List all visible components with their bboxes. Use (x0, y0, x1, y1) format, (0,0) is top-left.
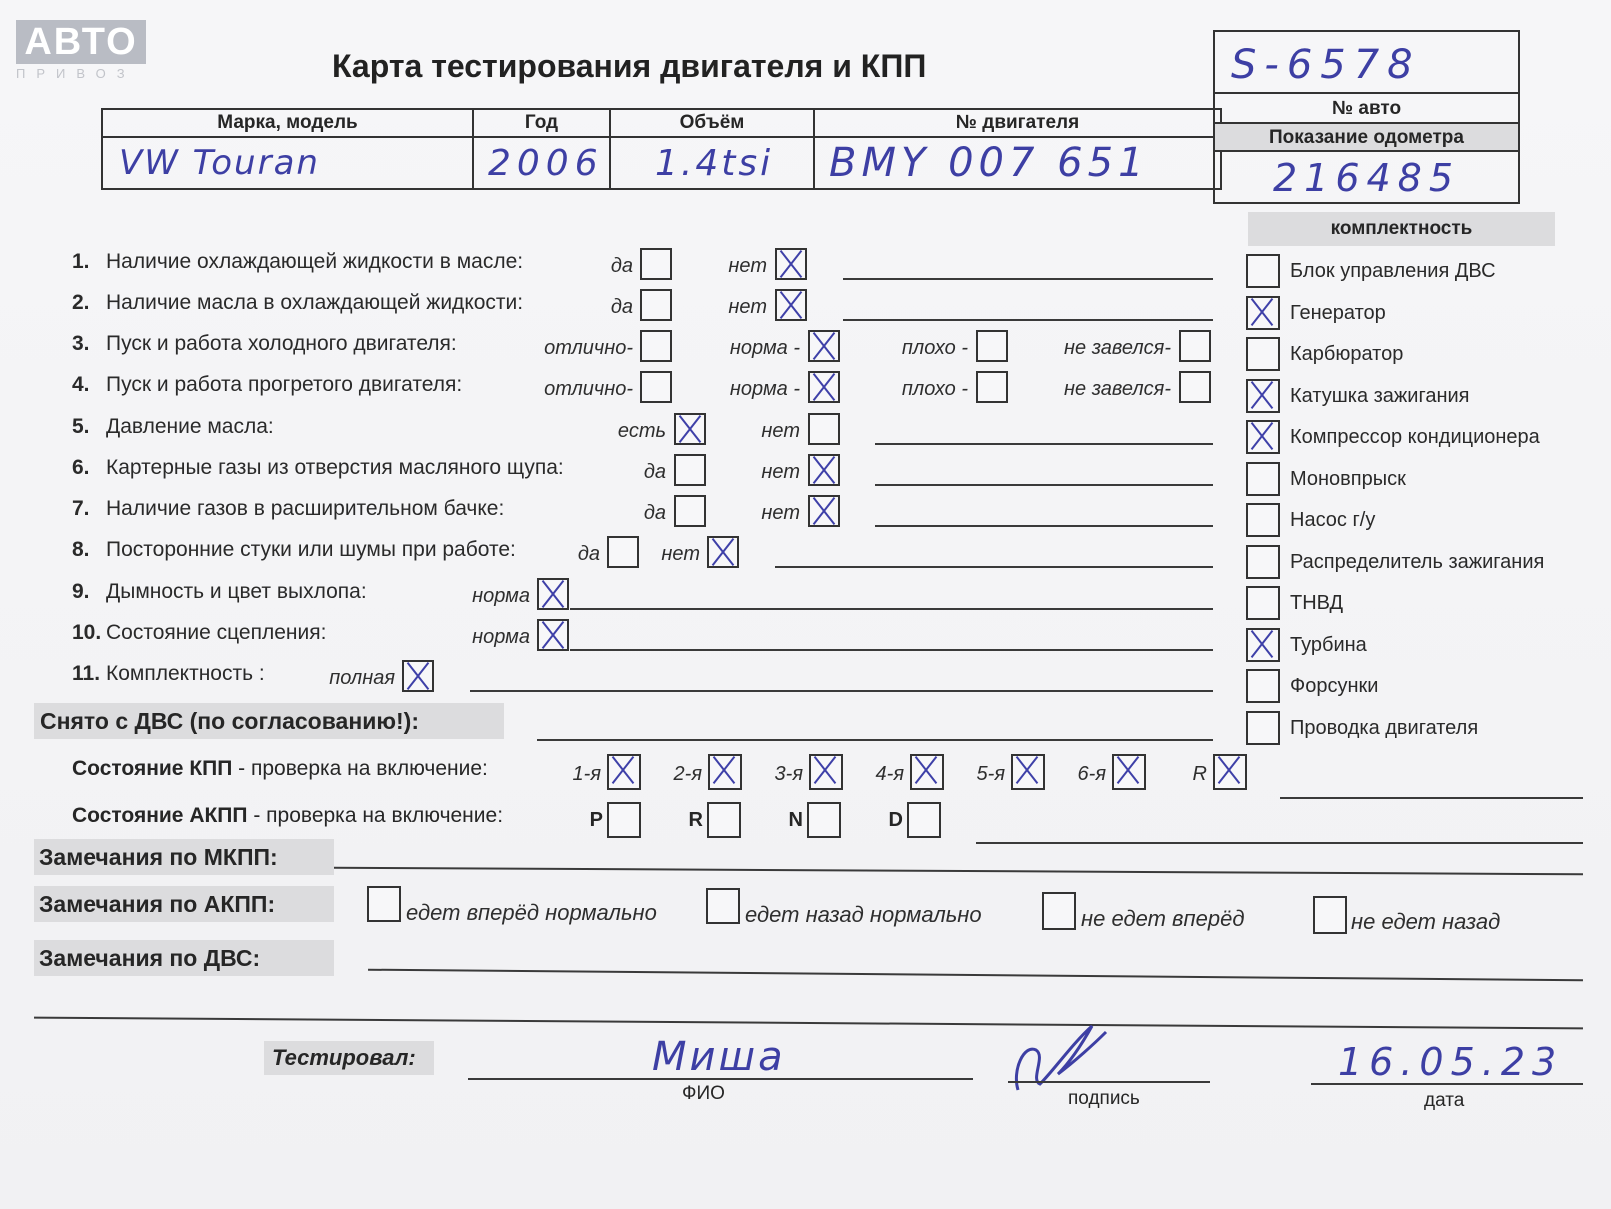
item-text: Наличие охлаждающей жидкости в масле: (106, 250, 524, 273)
date-line[interactable] (1311, 1083, 1583, 1085)
fio-line[interactable] (468, 1078, 973, 1080)
item2-no-label: нет (728, 296, 767, 318)
item4-normal-label: норма - (729, 378, 800, 400)
item11-line[interactable] (470, 690, 1213, 692)
akpp-gear-label: P (589, 809, 603, 831)
kpp-gear-checkbox[interactable] (1112, 754, 1146, 790)
removed-line[interactable] (537, 739, 1213, 741)
item8-line[interactable] (775, 566, 1213, 568)
logo-subtitle: ПРИВОЗ (16, 66, 136, 81)
komplekt-checkbox[interactable] (1246, 296, 1280, 330)
fwd-ok-label: едет вперёд нормально (406, 900, 657, 925)
item-number: 6. (72, 456, 90, 479)
item3-normal-checkbox[interactable] (808, 330, 840, 362)
item-number: 7. (72, 497, 90, 520)
item4-excellent-label: отлично- (544, 378, 633, 400)
engine-number-value: BMY 007 651 (829, 140, 1149, 186)
item-text: Комплектность : (106, 662, 265, 685)
item6-yes-checkbox[interactable] (674, 454, 706, 486)
komplekt-checkbox[interactable] (1246, 586, 1280, 620)
item6-line[interactable] (875, 484, 1213, 486)
item10-norm-label: норма (472, 626, 530, 648)
signature-line[interactable] (1008, 1081, 1210, 1083)
item1-line[interactable] (843, 278, 1213, 280)
item3-nostart-label: не завелся- (1064, 337, 1171, 359)
item7-no-label: нет (761, 502, 800, 524)
date-label: дата (1424, 1090, 1465, 1111)
kpp-gear-label: 4-я (875, 763, 904, 785)
odometer-cell[interactable] (1215, 150, 1518, 204)
check-item (72, 415, 274, 439)
item3-excellent-label: отлично- (544, 337, 633, 359)
item7-yes-checkbox[interactable] (674, 495, 706, 527)
check-item (72, 373, 462, 397)
item1-yes-checkbox[interactable] (640, 248, 672, 280)
item5-present-checkbox[interactable] (674, 413, 706, 445)
year-cell[interactable] (473, 137, 610, 189)
item9-norm-checkbox[interactable] (537, 578, 569, 610)
item4-bad-label: плохо - (901, 378, 968, 400)
akpp-subtitle: - проверка на включение: (247, 804, 504, 827)
item-text: Дымность и цвет выхлопа: (106, 580, 367, 603)
fwd-ok-checkbox[interactable] (367, 886, 401, 922)
check-item (72, 538, 516, 562)
kpp-gear-checkbox[interactable] (1213, 754, 1247, 790)
notes-dvs-line-2[interactable] (34, 1017, 1583, 1030)
header-model: Марка, модель (102, 109, 473, 137)
signature-mark (1010, 1010, 1120, 1100)
akpp-gear-label: D (888, 809, 903, 831)
item8-no-checkbox[interactable] (707, 536, 739, 568)
komplekt-checkbox[interactable] (1246, 462, 1280, 496)
no-fwd-checkbox[interactable] (1042, 892, 1076, 930)
notes-dvs-label: Замечания по ДВС: (34, 940, 334, 976)
item6-no-label: нет (761, 461, 800, 483)
akpp-gear-checkbox[interactable] (707, 802, 741, 838)
item3-bad-label: плохо - (901, 337, 968, 359)
item3-bad-checkbox[interactable] (976, 330, 1008, 362)
kpp-gear-checkbox[interactable] (809, 754, 843, 790)
card-title: Карта тестирования двигателя и КПП (332, 48, 927, 84)
auto-number-box (1213, 30, 1520, 204)
odometer-value: 216485 (1272, 156, 1461, 200)
item-text: Пуск и работа прогретого двигателя: (106, 373, 463, 396)
item4-nostart-checkbox[interactable] (1179, 371, 1211, 403)
kpp-label (72, 757, 488, 781)
kpp-gear-label: 5-я (976, 763, 1005, 785)
komplekt-item-label: Проводка двигателя (1290, 716, 1479, 739)
engine-cell[interactable] (814, 137, 1221, 189)
kpp-gear-label: 6-я (1077, 763, 1106, 785)
item-number: 2. (72, 291, 90, 314)
item7-no-checkbox[interactable] (808, 495, 840, 527)
signature-label: подпись (1068, 1088, 1140, 1109)
tested-label: Тестировал: (264, 1041, 434, 1075)
notes-mkpp-label: Замечания по МКПП: (34, 839, 334, 875)
komplekt-checkbox[interactable] (1246, 254, 1280, 288)
check-item (72, 497, 504, 521)
item1-no-checkbox[interactable] (775, 248, 807, 280)
item-number: 11. (72, 662, 101, 685)
akpp-label (72, 804, 503, 828)
check-item (72, 332, 457, 356)
komplekt-checkbox[interactable] (1246, 628, 1280, 662)
item11-full-label: полная (329, 667, 395, 689)
kpp-gear-checkbox[interactable] (910, 754, 944, 790)
item10-norm-checkbox[interactable] (537, 619, 569, 651)
item5-present-label: есть (617, 420, 666, 442)
item9-line[interactable] (570, 608, 1213, 610)
item2-yes-checkbox[interactable] (640, 289, 672, 321)
komplekt-item-label: ТНВД (1290, 592, 1344, 614)
fio-label: ФИО (682, 1083, 725, 1104)
notes-mkpp-line[interactable] (334, 867, 1583, 876)
kpp-gear-checkbox[interactable] (607, 754, 641, 790)
komplekt-item-label: Компрессор кондиционера (1290, 426, 1540, 448)
item-text: Состояние сцепления: (106, 621, 327, 644)
item7-line[interactable] (875, 525, 1213, 527)
kpp-line[interactable] (1280, 797, 1583, 799)
header-year: Год (473, 109, 610, 137)
akpp-line[interactable] (976, 842, 1583, 844)
check-item (72, 580, 367, 604)
item-number: 1. (72, 250, 90, 273)
kpp-gear-label: 2-я (673, 763, 702, 785)
check-item (72, 662, 265, 686)
item11-full-checkbox[interactable] (402, 660, 434, 692)
header-volume: Объём (610, 109, 814, 137)
komplekt-item-label: Форсунки (1290, 675, 1379, 697)
item-text: Наличие масла в охлаждающей жидкости: (106, 291, 524, 314)
item4-nostart-label: не завелся- (1064, 378, 1171, 400)
item-text: Пуск и работа холодного двигателя: (106, 332, 457, 355)
item2-no-checkbox[interactable] (775, 289, 807, 321)
item3-nostart-checkbox[interactable] (1179, 330, 1211, 362)
check-item (72, 621, 326, 645)
komplekt-checkbox[interactable] (1246, 711, 1280, 745)
kpp-gear-label: 1-я (572, 763, 601, 785)
item8-yes-checkbox[interactable] (607, 536, 639, 568)
item-text: Давление масла: (106, 415, 274, 438)
kpp-title: Состояние КПП (72, 757, 233, 780)
item3-excellent-checkbox[interactable] (640, 330, 672, 362)
model-value: VW Touran (119, 143, 320, 183)
item5-no-label: нет (761, 420, 800, 442)
item-number: 5. (72, 415, 90, 438)
komplekt-item-label: Карбюратор (1290, 343, 1404, 365)
item7-yes-label: да (643, 502, 666, 524)
item6-yes-label: да (643, 461, 666, 483)
no-back-label: не едет назад (1351, 909, 1501, 934)
item8-no-label: нет (661, 543, 700, 565)
akpp-gear-checkbox[interactable] (907, 802, 941, 838)
akpp-gear-checkbox[interactable] (807, 802, 841, 838)
item2-line[interactable] (843, 319, 1213, 321)
item1-no-label: нет (728, 255, 767, 277)
check-item (72, 456, 564, 480)
komplekt-item-label: Турбина (1290, 633, 1367, 656)
check-item (72, 291, 523, 315)
notes-dvs-line[interactable] (368, 969, 1583, 982)
komplekt-checkbox[interactable] (1246, 503, 1280, 537)
komplekt-item-label: Моновпрыск (1290, 467, 1406, 490)
komplekt-item-label: Насос г/у (1290, 509, 1376, 531)
akpp-gear-label: N (788, 809, 803, 831)
item-text: Наличие газов в расширительном бачке: (106, 497, 505, 520)
akpp-gear-label: R (688, 809, 703, 831)
kpp-gear-label: 3-я (774, 763, 803, 785)
kpp-gear-label: R (1192, 763, 1207, 785)
odometer-label: Показание одометра (1215, 122, 1518, 152)
komplekt-checkbox[interactable] (1246, 337, 1280, 371)
komplekt-item-label: Генератор (1290, 301, 1386, 324)
item-number: 4. (72, 373, 90, 396)
header-engine-no: № двигателя (814, 109, 1221, 137)
item-number: 8. (72, 538, 90, 561)
komplekt-checkbox[interactable] (1246, 669, 1280, 703)
back-ok-label: едет назад нормально (745, 902, 982, 927)
item2-yes-label: да (610, 296, 633, 318)
tester-name: Миша (652, 1034, 786, 1080)
volume-cell[interactable] (610, 137, 814, 189)
item4-excellent-checkbox[interactable] (640, 371, 672, 403)
item-text: Картерные газы из отверстия масляного щупа: (106, 456, 564, 479)
komplekt-item-label: Блок управления ДВС (1290, 260, 1496, 282)
komplekt-checkbox[interactable] (1246, 420, 1280, 454)
item4-bad-checkbox[interactable] (976, 371, 1008, 403)
year-value: 2006 (488, 142, 604, 184)
akpp-gear-checkbox[interactable] (607, 802, 641, 838)
item5-no-checkbox[interactable] (808, 413, 840, 445)
kpp-subtitle: - проверка на включение: (232, 757, 488, 780)
avto-privoz-logo: АВТО (16, 20, 146, 64)
item5-line[interactable] (875, 443, 1213, 445)
komplekt-item-label: Распределитель зажигания (1290, 550, 1545, 573)
vehicle-info-table (101, 108, 1222, 190)
no-back-checkbox[interactable] (1313, 896, 1347, 934)
model-cell[interactable] (102, 137, 473, 189)
komplekt-checkbox[interactable] (1246, 545, 1280, 579)
item8-yes-label: да (577, 543, 600, 565)
auto-number-label: № авто (1215, 92, 1518, 124)
komplekt-item-label: Катушка зажигания (1290, 384, 1470, 407)
item4-normal-checkbox[interactable] (808, 371, 840, 403)
removed-label: Снято с ДВС (по согласованию!): (34, 703, 504, 739)
item-number: 10. (72, 621, 102, 644)
check-item (72, 250, 523, 274)
date-value: 16.05.23 (1338, 1040, 1564, 1084)
back-ok-checkbox[interactable] (706, 888, 740, 924)
auto-number-value: S-6578 (1231, 42, 1421, 88)
komplekt-checkbox[interactable] (1246, 379, 1280, 413)
volume-value: 1.4tsi (655, 142, 774, 184)
item3-normal-label: норма - (729, 337, 800, 359)
kpp-gear-checkbox[interactable] (708, 754, 742, 790)
kpp-gear-checkbox[interactable] (1011, 754, 1045, 790)
item-number: 9. (72, 580, 90, 603)
item-number: 3. (72, 332, 90, 355)
komplekt-title: комплектность (1248, 212, 1555, 246)
item9-norm-label: норма (472, 585, 530, 607)
item10-line[interactable] (570, 649, 1213, 651)
item6-no-checkbox[interactable] (808, 454, 840, 486)
akpp-title: Состояние АКПП (72, 804, 248, 827)
notes-akpp-label: Замечания по АКПП: (34, 886, 334, 922)
item-text: Посторонние стуки или шумы при работе: (106, 538, 516, 561)
item1-yes-label: да (610, 255, 633, 277)
no-fwd-label: не едет вперёд (1081, 906, 1245, 931)
